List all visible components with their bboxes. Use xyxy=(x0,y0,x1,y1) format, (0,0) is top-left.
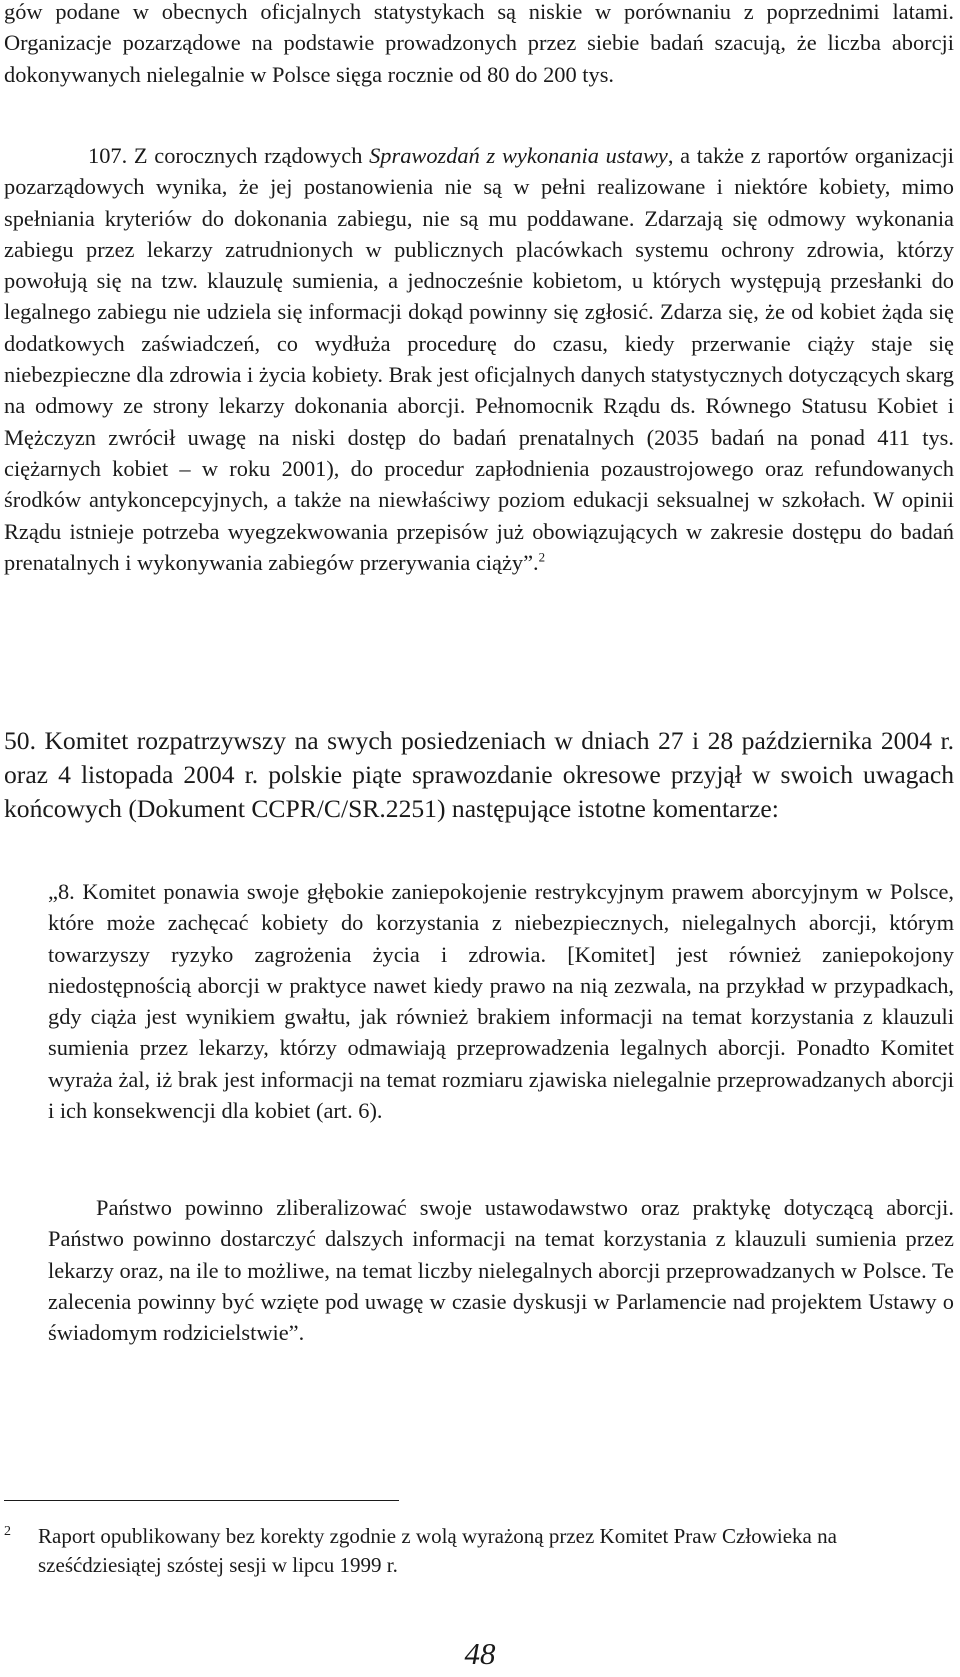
page-number: 48 xyxy=(464,1636,496,1671)
paragraph-107 xyxy=(4,140,954,578)
paragraph-continuation: gów podane w obecnych oficjalnych statystykach są niskie w porównaniu z poprzednimi latami. Organizacje pozarządowe na podstawie prowadzonych przez siebie badań szacują, że liczba aborcji dokonywanych nielegalnie w Polsce sięga rocznie od 80 do 200 tys. xyxy=(4,0,954,87)
footnote-marker: 2 xyxy=(4,1524,11,1539)
footnote-divider xyxy=(4,1500,399,1501)
report-title-italic: Sprawozdań z wykonania ustawy xyxy=(369,143,668,168)
footnote-reference[interactable]: 2 xyxy=(538,549,546,565)
paragraph-50: 50. Komitet rozpatrzywszy na swych posiedzeniach w dniach 27 i 28 października 2004 r. oraz 4 listopada 2004 r. polskie piąte sprawozdanie okresowe przyjął w swoich uwagach końcowych (Dokument CCPR/C/SR.2251) następujące istotne komentarze: xyxy=(4,726,954,824)
paragraph-107-body: , a także z raportów organizacji pozarządowych wynika, że jej postanowienia nie są w pełni realizowane i niektóre kobiety, mimo spełniania kryteriów do dokonania zabiegu, nie są mu poddawane. Zdarzają się odmowy wykonania zabiegu przez lekarzy zatrudnionych w publicznych placówkach systemu ochrony zdrowia, którzy powołują się na tzw. klauzulę sumienia, a jednocześnie kobietom, u których występują przesłanki do legalnego zabiegu nie udziela się informacji dokąd powinny się zgłosić. Zdarza się, że od kobiet żąda się dodatkowych zaświadczeń, co wydłuża procedurę do czasu, kiedy przerwanie ciąży staje się niebezpieczne dla zdrowia i życia kobiety. Brak jest oficjalnych danych statystycznych dotyczących skarg na odmowy ze strony lekarzy dokonania aborcji. Pełnomocnik Rządu ds. Równego Statusu Kobiet i Mężczyzn zwrócił uwagę na niski dostęp do badań prenatalnych (2035 badań na ponad 411 tys. ciężarnych kobiet – w roku 2001), do procedur zapłodnienia pozaustrojowego oraz refundowanych środków antykoncepcyjnych, a także na niewłaściwy poziom edukacji seksualnej w szkołach. W opinii Rządu istnieje potrzeba wyegzekwowania przepisów już obowiązujących w zakresie dostępu do badań prenatalnych i wykonywania zabiegów przerywania ciąży”. xyxy=(4,143,954,575)
footnote-text: Raport opublikowany bez korekty zgodnie z wolą wyrażoną przez Komitet Praw Człowieka na sześćdziesiątej szóstej sesji w lipcu 1999 r. xyxy=(38,1524,837,1577)
paragraph-107-lead: 107. Z corocznych rządowych xyxy=(88,143,370,168)
footnote xyxy=(4,1522,954,1579)
committee-quote: „8. Komitet ponawia swoje głębokie zaniepokojenie restrykcyjnym prawem aborcyjnym w Polsce, które może zachęcać kobiety do korzystania z niebezpiecznych, nielegalnych aborcji, którym towarzyszy ryzyko zagrożenia życia i zdrowia. [Komitet] jest również zaniepokojony niedostępnością aborcji w praktyce nawet kiedy prawo na nią zezwala, na przykład w przypadkach, gdy ciąża jest wynikiem gwałtu, jak również brakiem informacji na temat korzystania z klauzuli sumienia przez lekarzy, którzy odmawiają przeprowadzenia legalnych aborcji. Ponadto Komitet wyraża żal, iż brak jest informacji na temat rozmiaru zjawiska nielegalnie przeprowadzanych aborcji i ich konsekwencji dla kobiet (art. 6). xyxy=(48,879,954,1124)
state-recommendation-paragraph: Państwo powinno zliberalizować swoje ustawodawstwo oraz praktykę dotyczącą aborcji. Państwo powinno dostarczyć dalszych informacji na temat korzystania z klauzuli sumienia przez lekarzy oraz, na ile to możliwe, na temat liczby nielegalnych aborcji przeprowadzanych w Polsce. Te zalecenia powinny być wzięte pod uwagę w czasie dyskusji w Parlamencie nad projektem Ustawy o świadomym rodzicielstwie”. xyxy=(48,1195,954,1346)
